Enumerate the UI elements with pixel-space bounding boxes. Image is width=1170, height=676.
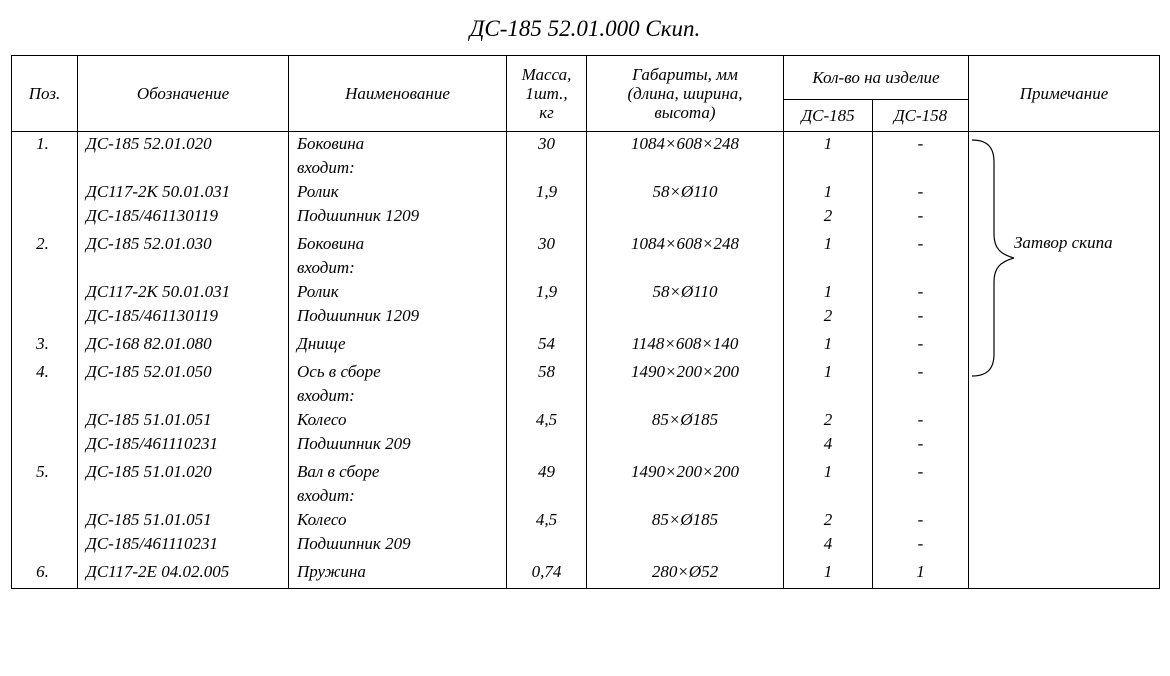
header-qty-group: Кол-во на изделие bbox=[784, 56, 969, 100]
qty2-cell: - bbox=[873, 332, 969, 360]
qty1-cell: 1 1 2 bbox=[784, 232, 873, 332]
designation-cell: ДС-185 52.01.050 ДС-185 51.01.051 ДС-185/461110231 bbox=[78, 360, 289, 460]
right-brace bbox=[970, 138, 1014, 378]
mass-cell: 0,74 bbox=[507, 560, 587, 589]
qty2-cell: - - - bbox=[873, 132, 969, 233]
pos-cell: 2. bbox=[12, 232, 78, 332]
name-cell: Пружина bbox=[289, 560, 507, 589]
mass-cell: 58 4,5 bbox=[507, 360, 587, 460]
qty1-cell: 1 1 2 bbox=[784, 132, 873, 233]
note-cell bbox=[969, 460, 1160, 560]
name-cell: Боковина входит: Ролик Подшипник 1209 bbox=[289, 132, 507, 233]
header-mass: Масса, 1шт., кг bbox=[507, 56, 587, 132]
dims-cell: 1084×608×248 58×Ø110 bbox=[587, 232, 784, 332]
name-cell: Ось в сборе входит: Колесо Подшипник 209 bbox=[289, 360, 507, 460]
designation-cell: ДС-185 52.01.020 ДС117-2К 50.01.031 ДС-185/461130119 bbox=[78, 132, 289, 233]
table-row bbox=[12, 460, 1160, 560]
header-qty1: ДС-185 bbox=[784, 100, 873, 132]
pos-cell: 1. bbox=[12, 132, 78, 233]
mass-cell: 54 bbox=[507, 332, 587, 360]
designation-cell: ДС-185 51.01.020 ДС-185 51.01.051 ДС-185/461110231 bbox=[78, 460, 289, 560]
qty2-cell: - - - bbox=[873, 232, 969, 332]
designation-cell: ДС117-2Е 04.02.005 bbox=[78, 560, 289, 589]
header-note: Примечание bbox=[969, 56, 1160, 132]
header-dims: Габариты, мм (длина, ширина, высота) bbox=[587, 56, 784, 132]
mass-cell: 30 1,9 bbox=[507, 232, 587, 332]
dims-cell: 1084×608×248 58×Ø110 bbox=[587, 132, 784, 233]
table-row bbox=[12, 560, 1160, 589]
qty2-cell: - - - bbox=[873, 360, 969, 460]
mass-cell: 30 1,9 bbox=[507, 132, 587, 233]
name-cell: Вал в сборе входит: Колесо Подшипник 209 bbox=[289, 460, 507, 560]
qty2-cell: - - - bbox=[873, 460, 969, 560]
note-cell bbox=[969, 560, 1160, 589]
header-qty2: ДС-158 bbox=[873, 100, 969, 132]
brace-label: Затвор скипа bbox=[1014, 233, 1113, 252]
designation-cell: ДС-185 52.01.030 ДС117-2К 50.01.031 ДС-185/461130119 bbox=[78, 232, 289, 332]
dims-cell: 1148×608×140 bbox=[587, 332, 784, 360]
pos-cell: 4. bbox=[12, 360, 78, 460]
pos-cell: 3. bbox=[12, 332, 78, 360]
document-title: ДС-185 52.01.000 Скип. bbox=[469, 16, 701, 41]
header-name: Наименование bbox=[289, 56, 507, 132]
dims-cell: 1490×200×200 85×Ø185 bbox=[587, 460, 784, 560]
mass-cell: 49 4,5 bbox=[507, 460, 587, 560]
header-pos: Поз. bbox=[12, 56, 78, 132]
qty1-cell: 1 bbox=[784, 332, 873, 360]
header-designation: Обозначение bbox=[78, 56, 289, 132]
designation-cell: ДС-168 82.01.080 bbox=[78, 332, 289, 360]
dims-cell: 1490×200×200 85×Ø185 bbox=[587, 360, 784, 460]
qty1-cell: 1 2 4 bbox=[784, 360, 873, 460]
qty2-cell: 1 bbox=[873, 560, 969, 589]
name-cell: Боковина входит: Ролик Подшипник 1209 bbox=[289, 232, 507, 332]
qty1-cell: 1 bbox=[784, 560, 873, 589]
pos-cell: 6. bbox=[12, 560, 78, 589]
name-cell: Днище bbox=[289, 332, 507, 360]
dims-cell: 280×Ø52 bbox=[587, 560, 784, 589]
pos-cell: 5. bbox=[12, 460, 78, 560]
qty1-cell: 1 2 4 bbox=[784, 460, 873, 560]
